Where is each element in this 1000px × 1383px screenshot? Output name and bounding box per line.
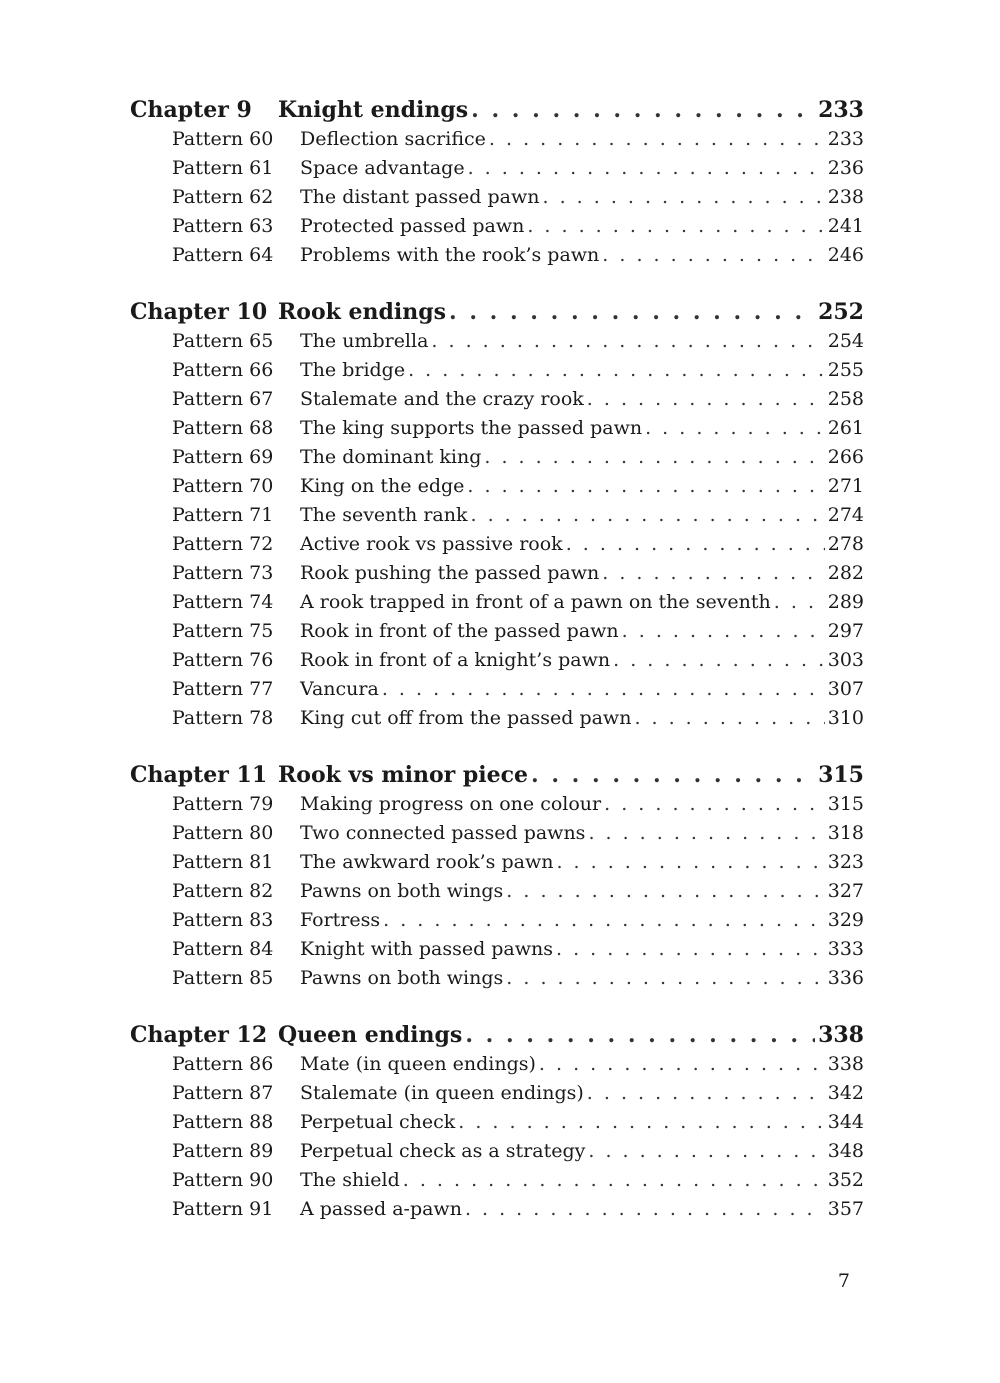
dot-leader [774, 591, 825, 613]
pattern-entry-page: 282 [827, 562, 864, 584]
pattern-entry [130, 128, 864, 157]
dot-leader [602, 244, 824, 266]
chapter-entry-title: Knight endings [278, 97, 469, 123]
chapter-entry-title: Queen endings [278, 1022, 463, 1048]
pattern-entry-page: 297 [827, 620, 864, 642]
pattern-entry-title: The bridge [300, 359, 406, 381]
pattern-entry-label: Pattern 80 [172, 822, 274, 844]
chapter-block [130, 97, 864, 273]
dot-leader [622, 620, 825, 642]
chapter-entry-label: Chapter 12 [130, 1022, 268, 1048]
chapter-entry-page: 233 [818, 97, 864, 123]
pattern-entry-page: 342 [827, 1082, 864, 1104]
pattern-entry-label: Pattern 85 [172, 967, 274, 989]
chapter-block [130, 1022, 864, 1227]
pattern-entry-label: Pattern 60 [172, 128, 274, 150]
chapter-entry-page: 315 [818, 762, 864, 788]
pattern-entry [130, 359, 864, 388]
pattern-entry-title: The shield [300, 1169, 400, 1191]
chapter-block [130, 762, 864, 996]
pattern-entry-page: 303 [827, 649, 864, 671]
pattern-entry-title: Rook in front of the passed pawn [300, 620, 619, 642]
pattern-entry-title: King on the edge [300, 475, 465, 497]
pattern-entry-title: The distant passed pawn [300, 186, 540, 208]
pattern-entry-title: Knight with passed pawns [300, 938, 554, 960]
pattern-entry-label: Pattern 76 [172, 649, 274, 671]
dot-leader [604, 793, 825, 815]
pattern-entry [130, 649, 864, 678]
dot-leader [403, 1169, 825, 1191]
pattern-entry-title: Stalemate and the crazy rook [300, 388, 584, 410]
pattern-entry-label: Pattern 89 [172, 1140, 274, 1162]
pattern-entry-page: 233 [827, 128, 864, 150]
chapter-entry-label: Chapter 10 [130, 299, 268, 325]
dot-leader [556, 938, 825, 960]
dot-leader [588, 1140, 824, 1162]
dot-leader [602, 562, 825, 584]
pattern-entry-title: Perpetual check as a strategy [300, 1140, 586, 1162]
pattern-entry-page: 352 [827, 1169, 864, 1191]
pattern-entry-label: Pattern 82 [172, 880, 274, 902]
pattern-entry [130, 215, 864, 244]
pattern-entry-page: 348 [827, 1140, 864, 1162]
pattern-entry-title: Active rook vs passive rook [300, 533, 563, 555]
pattern-entry-page: 329 [827, 909, 864, 931]
pattern-entry-page: 241 [827, 215, 864, 237]
pattern-entry-page: 357 [827, 1198, 864, 1220]
pattern-entry [130, 417, 864, 446]
pattern-entry-page: 254 [827, 330, 864, 352]
pattern-entry [130, 822, 864, 851]
dot-leader [543, 186, 825, 208]
dot-leader [634, 707, 824, 729]
pattern-entry-label: Pattern 62 [172, 186, 274, 208]
pattern-entry-label: Pattern 63 [172, 215, 274, 237]
pattern-entry [130, 533, 864, 562]
pattern-entry [130, 909, 864, 938]
pattern-entry-page: 266 [827, 446, 864, 468]
pattern-entry-title: A passed a-pawn [300, 1198, 462, 1220]
dot-leader [645, 417, 825, 439]
table-of-contents [130, 97, 864, 1253]
pattern-entry-label: Pattern 74 [172, 591, 274, 613]
pattern-entry-page: 323 [827, 851, 864, 873]
pattern-entry-title: Problems with the rook’s pawn [300, 244, 600, 266]
chapter-entry-label: Chapter 9 [130, 97, 252, 123]
dot-leader [431, 330, 824, 352]
pattern-entry-label: Pattern 83 [172, 909, 274, 931]
pattern-entry [130, 1053, 864, 1082]
pattern-entry-label: Pattern 84 [172, 938, 274, 960]
pattern-entry-page: 274 [827, 504, 864, 526]
pattern-entry [130, 475, 864, 504]
pattern-entry-title: Making progress on one colour [300, 793, 602, 815]
pattern-entry-label: Pattern 72 [172, 533, 274, 555]
pattern-entry-title: Pawns on both wings [300, 880, 504, 902]
pattern-entry [130, 388, 864, 417]
pattern-entry [130, 938, 864, 967]
pattern-entry [130, 157, 864, 186]
pattern-entry-label: Pattern 87 [172, 1082, 274, 1104]
pattern-entry-title: The umbrella [300, 330, 429, 352]
pattern-entry [130, 330, 864, 359]
pattern-entry-page: 261 [827, 417, 864, 439]
chapter-entry-title: Rook vs minor piece [278, 762, 529, 788]
pattern-entry [130, 707, 864, 736]
pattern-entry [130, 562, 864, 591]
pattern-entry-title: Fortress [300, 909, 381, 931]
pattern-entry-title: King cut off from the passed pawn [300, 707, 632, 729]
dot-leader [467, 475, 824, 497]
pattern-entry-page: 255 [827, 359, 864, 381]
pattern-entry-page: 278 [827, 533, 864, 555]
dot-leader [465, 1022, 815, 1048]
pattern-entry-title: Rook pushing the passed pawn [300, 562, 600, 584]
pattern-entry-page: 236 [827, 157, 864, 179]
pattern-entry-label: Pattern 88 [172, 1111, 274, 1133]
chapter-entry [130, 762, 864, 793]
dot-leader [587, 388, 825, 410]
dot-leader [613, 649, 825, 671]
pattern-entry-label: Pattern 75 [172, 620, 274, 642]
pattern-entry-label: Pattern 73 [172, 562, 274, 584]
pattern-entry [130, 793, 864, 822]
pattern-entry [130, 851, 864, 880]
pattern-entry-title: A rook trapped in front of a pawn on the seventh [300, 591, 771, 613]
dot-leader [458, 1111, 824, 1133]
pattern-entry-title: Stalemate (in queen endings) [300, 1082, 584, 1104]
dot-leader [539, 1053, 825, 1075]
pattern-entry-title: Vancura [300, 678, 379, 700]
pattern-entry-page: 327 [827, 880, 864, 902]
dot-leader [449, 299, 815, 325]
pattern-entry-label: Pattern 81 [172, 851, 274, 873]
chapter-entry-label: Chapter 11 [130, 762, 268, 788]
pattern-entry-label: Pattern 64 [172, 244, 274, 266]
page-number: 7 [837, 1270, 850, 1292]
pattern-entry [130, 186, 864, 215]
chapter-block [130, 299, 864, 736]
dot-leader [471, 97, 815, 123]
pattern-entry-label: Pattern 90 [172, 1169, 274, 1191]
pattern-entry-title: Mate (in queen endings) [300, 1053, 536, 1075]
pattern-entry-page: 289 [827, 591, 864, 613]
dot-leader [465, 1198, 825, 1220]
pattern-entry [130, 446, 864, 475]
pattern-entry-page: 315 [827, 793, 864, 815]
pattern-entry [130, 1111, 864, 1140]
pattern-entry-title: Protected passed pawn [300, 215, 525, 237]
pattern-entry-page: 338 [827, 1053, 864, 1075]
pattern-entry-label: Pattern 86 [172, 1053, 274, 1075]
pattern-entry [130, 504, 864, 533]
pattern-entry-label: Pattern 78 [172, 707, 274, 729]
pattern-entry-label: Pattern 68 [172, 417, 274, 439]
pattern-entry [130, 967, 864, 996]
chapter-entry [130, 1022, 864, 1053]
pattern-entry-title: Deflection sacrifice [300, 128, 486, 150]
pattern-entry-page: 344 [827, 1111, 864, 1133]
pattern-entry-page: 336 [827, 967, 864, 989]
pattern-entry-label: Pattern 77 [172, 678, 274, 700]
pattern-entry-title: Perpetual check [300, 1111, 456, 1133]
pattern-entry-page: 246 [827, 244, 864, 266]
chapter-entry [130, 299, 864, 330]
pattern-entry-label: Pattern 79 [172, 793, 274, 815]
dot-leader [382, 678, 825, 700]
pattern-entry [130, 1198, 864, 1227]
pattern-entry-label: Pattern 66 [172, 359, 274, 381]
dot-leader [383, 909, 825, 931]
dot-leader [588, 822, 824, 844]
pattern-entry-page: 307 [827, 678, 864, 700]
pattern-entry-label: Pattern 61 [172, 157, 274, 179]
pattern-entry-title: Rook in front of a knight’s pawn [300, 649, 611, 671]
chapter-entry [130, 97, 864, 128]
dot-leader [506, 880, 824, 902]
pattern-entry-title: The awkward rook’s pawn [300, 851, 554, 873]
pattern-entry-page: 258 [827, 388, 864, 410]
pattern-entry [130, 1082, 864, 1111]
pattern-entry-title: Pawns on both wings [300, 967, 504, 989]
dot-leader [566, 533, 825, 555]
chapter-entry-page: 338 [818, 1022, 864, 1048]
dot-leader [556, 851, 824, 873]
pattern-entry-title: The seventh rank [300, 504, 468, 526]
chapter-entry-title: Rook endings [278, 299, 447, 325]
pattern-entry-label: Pattern 69 [172, 446, 274, 468]
pattern-entry-label: Pattern 71 [172, 504, 274, 526]
pattern-entry-label: Pattern 70 [172, 475, 274, 497]
pattern-entry-label: Pattern 65 [172, 330, 274, 352]
pattern-entry [130, 620, 864, 649]
dot-leader [484, 446, 824, 468]
pattern-entry [130, 244, 864, 273]
pattern-entry-label: Pattern 91 [172, 1198, 274, 1220]
pattern-entry-page: 238 [827, 186, 864, 208]
pattern-entry-page: 318 [827, 822, 864, 844]
dot-leader [527, 215, 824, 237]
dot-leader [489, 128, 825, 150]
pattern-entry-label: Pattern 67 [172, 388, 274, 410]
pattern-entry-title: Space advantage [300, 157, 465, 179]
dot-leader [408, 359, 825, 381]
pattern-entry-page: 333 [827, 938, 864, 960]
dot-leader [587, 1082, 825, 1104]
pattern-entry [130, 1140, 864, 1169]
pattern-entry-title: Two connected passed pawns [300, 822, 586, 844]
dot-leader [468, 157, 825, 179]
pattern-entry [130, 1169, 864, 1198]
pattern-entry [130, 678, 864, 707]
pattern-entry [130, 880, 864, 909]
pattern-entry [130, 591, 864, 620]
pattern-entry-title: The dominant king [300, 446, 482, 468]
dot-leader [470, 504, 824, 526]
pattern-entry-page: 271 [827, 475, 864, 497]
pattern-entry-page: 310 [827, 707, 864, 729]
dot-leader [531, 762, 815, 788]
chapter-entry-page: 252 [818, 299, 864, 325]
dot-leader [506, 967, 824, 989]
pattern-entry-title: The king supports the passed pawn [300, 417, 643, 439]
